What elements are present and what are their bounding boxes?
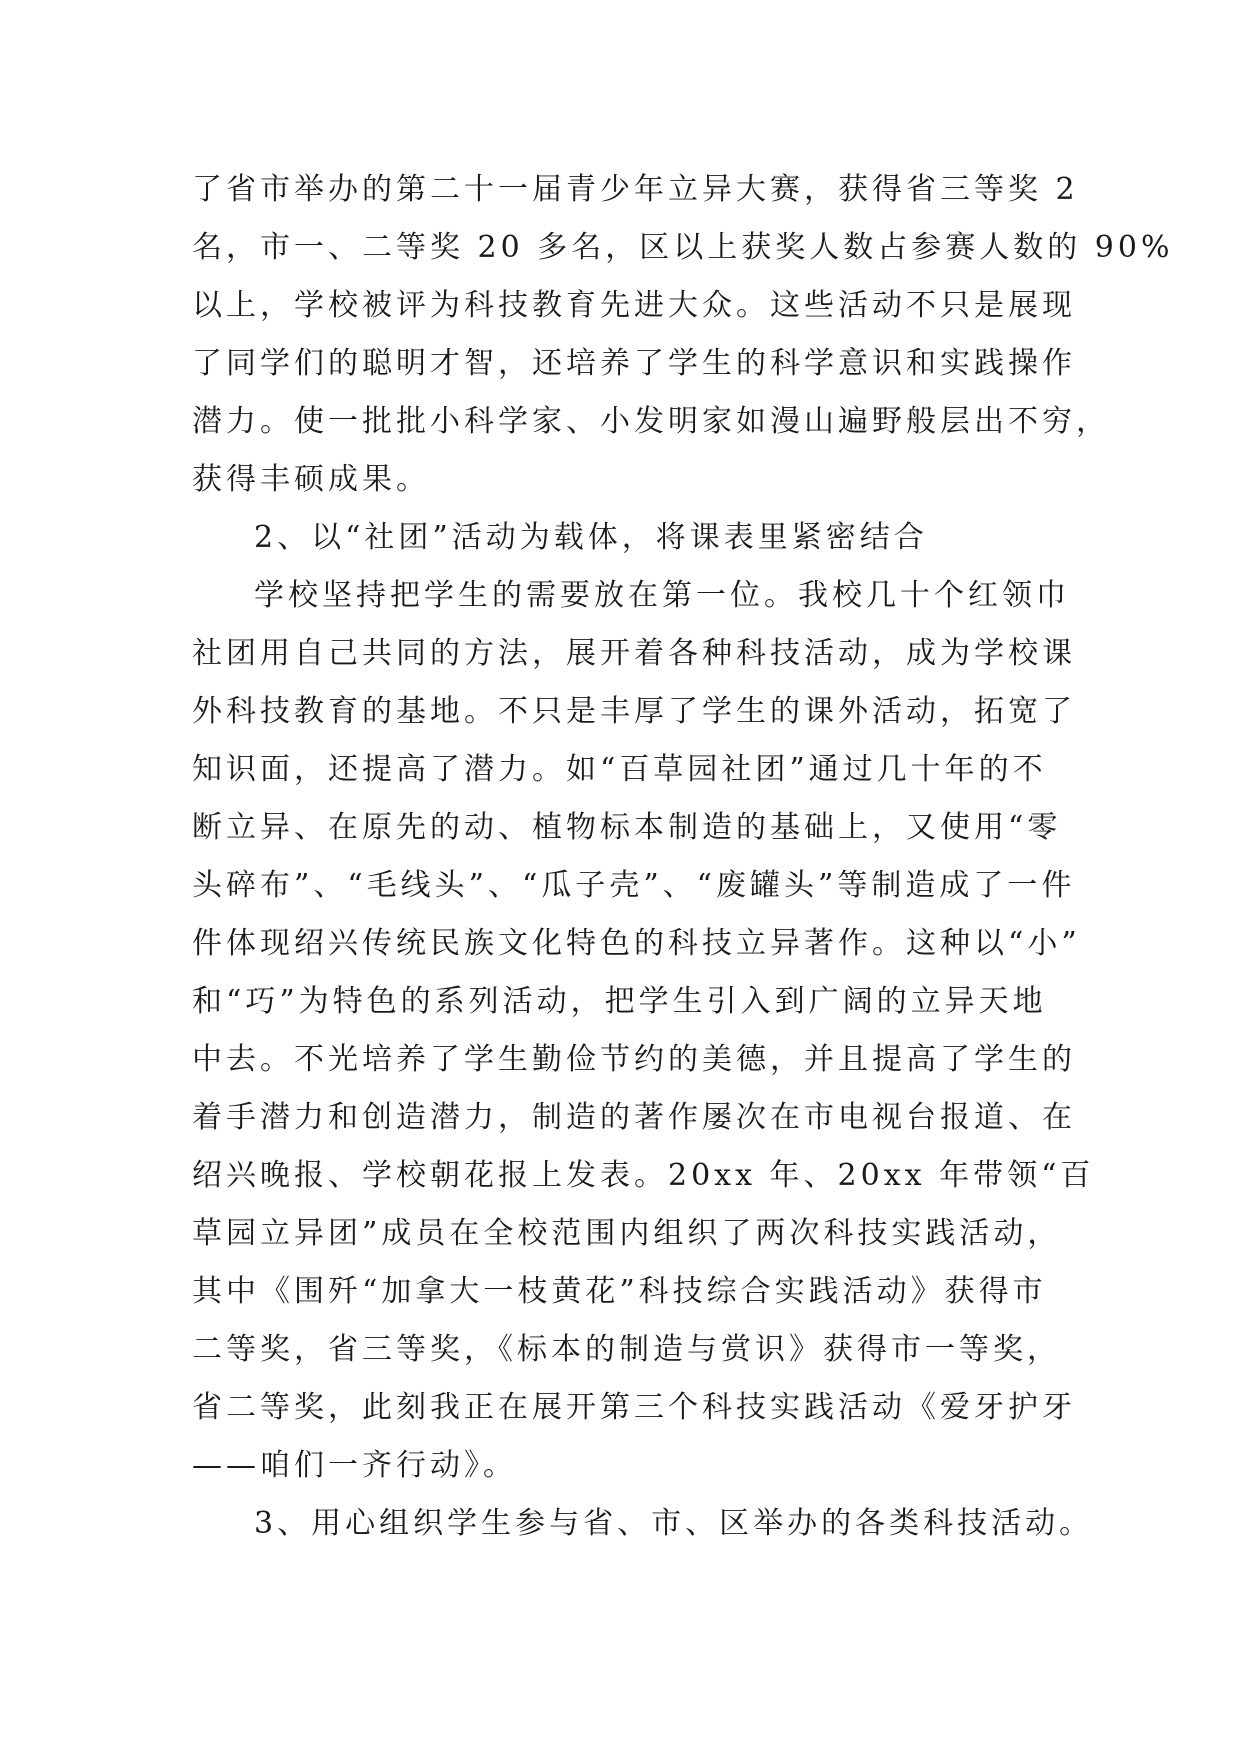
text-line: 断立异、在原先的动、植物标本制造的基础上，又使用“零: [192, 810, 1062, 845]
text-line: 中去。不光培养了学生勤俭节约的美德，并且提高了学生的: [192, 1042, 1076, 1077]
text-line: 了省市举办的第二十一届青少年立异大赛，获得省三等奖 2: [192, 172, 1079, 207]
text-line: 二等奖，省三等奖，《标本的制造与赏识》获得市一等奖，: [192, 1332, 1061, 1367]
text-line: 头碎布”、“毛线头”、“瓜子壳”、“废罐头”等制造成了一件: [192, 868, 1076, 903]
text-line: 以上，学校被评为科技教育先进大众。这些活动不只是展现: [192, 288, 1076, 323]
text-line: 件体现绍兴传统民族文化特色的科技立异著作。这种以“小”: [192, 926, 1081, 961]
text-line: 和“巧”为特色的系列活动，把学生引入到广阔的立异天地: [192, 984, 1047, 1019]
text-line: 了同学们的聪明才智，还培养了学生的科学意识和实践操作: [192, 346, 1076, 381]
text-line: 获得丰硕成果。: [192, 462, 430, 497]
text-line: 潜力。使一批批小科学家、小发明家如漫山遍野般层出不穷，: [192, 404, 1110, 439]
body-text: [192, 161, 1174, 1553]
text-line: 草园立异团”成员在全校范围内组织了两次科技实践活动，: [192, 1216, 1062, 1251]
text-line: 3、用心组织学生参与省、市、区举办的各类科技活动。: [254, 1506, 1094, 1541]
text-line: 外科技教育的基地。不只是丰厚了学生的课外活动，拓宽了: [192, 694, 1076, 729]
text-line: 省二等奖，此刻我正在展开第三个科技实践活动《爱牙护牙: [192, 1390, 1076, 1425]
text-line: ——咱们一齐行动》。: [192, 1448, 517, 1483]
text-line: 着手潜力和创造潜力，制造的著作屡次在市电视台报道、在: [192, 1100, 1076, 1135]
text-line: 名，市一、二等奖 20 多名，区以上获奖人数占参赛人数的 90%: [192, 230, 1174, 265]
text-line: 社团用自己共同的方法，展开着各种科技活动，成为学校课: [192, 636, 1076, 671]
text-line: 学校坚持把学生的需要放在第一位。我校几十个红领巾: [254, 578, 1070, 613]
text-line: 2、以“社团”活动为载体，将课表里紧密结合: [254, 520, 928, 555]
text-line: 知识面，还提高了潜力。如“百草园社团”通过几十年的不: [192, 752, 1047, 787]
text-line: 绍兴晚报、学校朝花报上发表。20xx 年、20xx 年带领“百: [192, 1158, 1095, 1193]
text-line: 其中《围歼“加拿大一枝黄花”科技综合实践活动》获得市: [192, 1274, 1047, 1309]
